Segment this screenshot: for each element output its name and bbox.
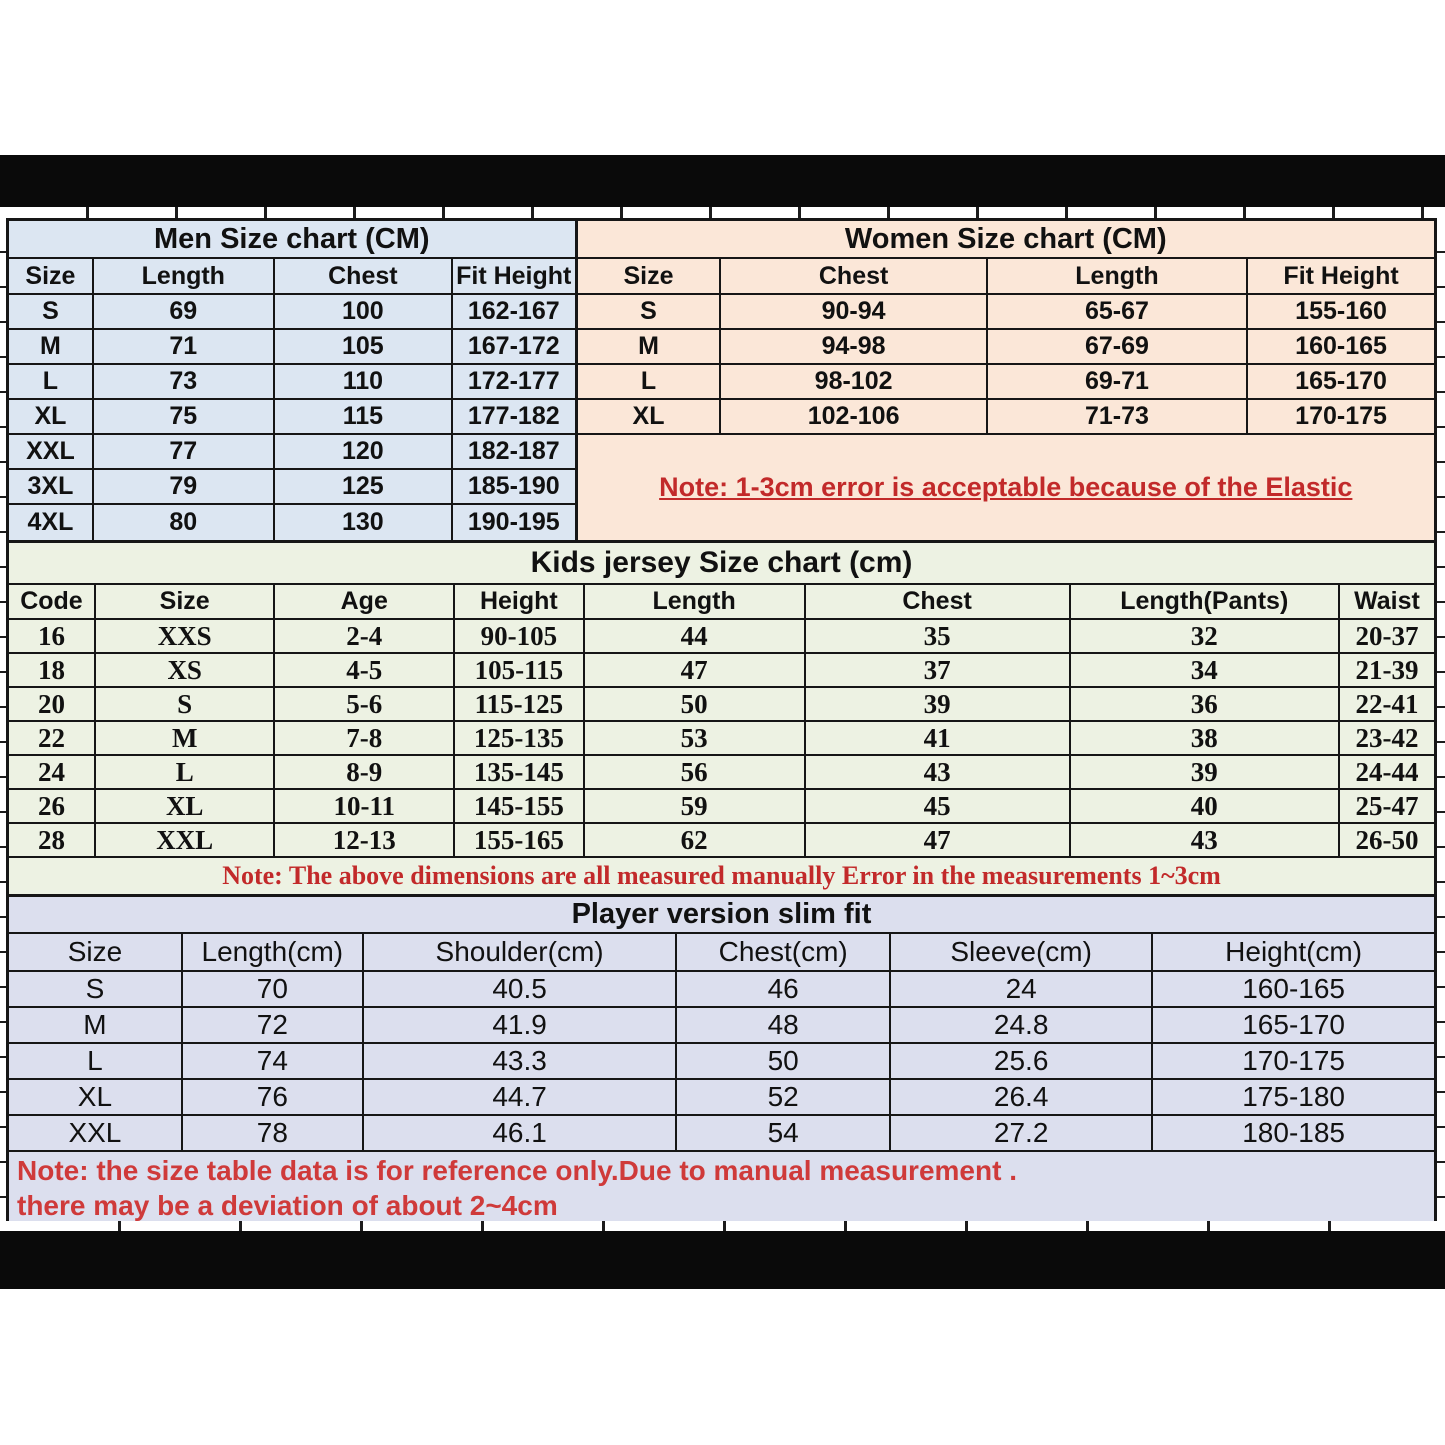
table-cell: 27.2 bbox=[891, 1116, 1153, 1150]
player-header-row bbox=[9, 934, 1434, 972]
player-chart-title: Player version slim fit bbox=[9, 897, 1434, 934]
table-row bbox=[9, 654, 1434, 688]
table-cell: 24.8 bbox=[891, 1008, 1153, 1042]
table-cell: 44.7 bbox=[364, 1080, 678, 1114]
player-table-body bbox=[9, 972, 1434, 1152]
table-cell: XS bbox=[96, 654, 276, 686]
header-cell: Age bbox=[275, 585, 455, 618]
table-cell: XXL bbox=[9, 1116, 183, 1150]
kids-size-chart bbox=[9, 543, 1434, 897]
table-row bbox=[9, 722, 1434, 756]
table-cell: 130 bbox=[275, 505, 453, 540]
women-table-body bbox=[578, 295, 1434, 435]
table-row bbox=[9, 365, 575, 400]
header-cell: Length bbox=[94, 259, 275, 293]
table-cell: 16 bbox=[9, 620, 96, 652]
spreadsheet-partial-row-top bbox=[0, 207, 1445, 218]
table-cell: 12-13 bbox=[275, 824, 455, 856]
table-cell: 25-47 bbox=[1355, 790, 1419, 821]
header-cell: Chest bbox=[806, 585, 1071, 618]
table-cell: 165-170 bbox=[1242, 1009, 1345, 1040]
table-row bbox=[9, 1044, 1434, 1080]
table-cell: 80 bbox=[94, 505, 275, 540]
table-cell: 41.9 bbox=[364, 1008, 678, 1042]
table-cell: 10-11 bbox=[275, 790, 455, 822]
header-cell: Waist bbox=[1354, 587, 1420, 615]
table-cell: 39 bbox=[1071, 756, 1340, 788]
table-cell: 34 bbox=[1071, 654, 1340, 686]
header-cell: Length bbox=[988, 259, 1248, 293]
table-cell: 125 bbox=[275, 470, 453, 503]
table-cell: 65-67 bbox=[988, 295, 1248, 328]
table-row bbox=[9, 1080, 1434, 1116]
header-cell: Length(cm) bbox=[183, 934, 364, 970]
table-row bbox=[9, 756, 1434, 790]
table-cell: 75 bbox=[94, 400, 275, 433]
table-cell: 125-135 bbox=[455, 722, 585, 754]
table-cell: 170-175 bbox=[1242, 1045, 1345, 1076]
table-cell: S bbox=[9, 295, 94, 328]
table-cell: 20 bbox=[9, 688, 96, 720]
kids-chart-title: Kids jersey Size chart (cm) bbox=[9, 543, 1434, 585]
header-cell: Code bbox=[9, 585, 96, 618]
table-cell: L bbox=[96, 756, 276, 788]
table-row bbox=[578, 295, 1434, 330]
spreadsheet-partial-column-right bbox=[1437, 218, 1445, 1221]
table-cell: 3XL bbox=[9, 470, 94, 503]
table-cell: 50 bbox=[677, 1044, 891, 1078]
table-cell: 8-9 bbox=[275, 756, 455, 788]
table-cell: 46.1 bbox=[364, 1116, 678, 1150]
table-cell: 46 bbox=[677, 972, 891, 1006]
table-cell: XXL bbox=[9, 435, 94, 468]
kids-header-row bbox=[9, 585, 1434, 620]
table-cell: 78 bbox=[183, 1116, 364, 1150]
table-cell: M bbox=[96, 722, 276, 754]
table-cell: 74 bbox=[183, 1044, 364, 1078]
table-cell: 32 bbox=[1071, 620, 1340, 652]
table-cell: 40.5 bbox=[364, 972, 678, 1006]
table-cell: 40 bbox=[1071, 790, 1340, 822]
table-cell: 155-160 bbox=[1295, 297, 1387, 325]
table-cell: 20-37 bbox=[1355, 620, 1419, 651]
header-cell: Chest bbox=[275, 259, 453, 293]
table-cell: 52 bbox=[677, 1080, 891, 1114]
table-cell: 115-125 bbox=[455, 688, 585, 720]
table-cell: 160-165 bbox=[1242, 973, 1345, 1004]
table-cell: 24 bbox=[891, 972, 1153, 1006]
table-cell: 155-165 bbox=[455, 824, 585, 856]
table-cell: 45 bbox=[806, 790, 1071, 822]
table-cell: 18 bbox=[9, 654, 96, 686]
table-cell: 69 bbox=[94, 295, 275, 328]
table-cell: M bbox=[9, 1008, 183, 1042]
table-row bbox=[9, 400, 575, 435]
table-row bbox=[9, 1008, 1434, 1044]
table-cell: 62 bbox=[585, 824, 806, 856]
table-row bbox=[9, 620, 1434, 654]
header-cell: Size bbox=[96, 585, 276, 618]
adult-size-charts bbox=[9, 221, 1434, 543]
table-cell: 79 bbox=[94, 470, 275, 503]
table-cell: 44 bbox=[585, 620, 806, 652]
table-cell: 71-73 bbox=[988, 400, 1248, 433]
header-cell: Fit Height bbox=[1283, 261, 1399, 290]
table-cell: M bbox=[9, 330, 94, 363]
table-cell: 73 bbox=[94, 365, 275, 398]
table-cell: 26.4 bbox=[891, 1080, 1153, 1114]
table-cell: XL bbox=[578, 400, 722, 433]
table-cell: 26 bbox=[9, 790, 96, 822]
table-cell: 59 bbox=[585, 790, 806, 822]
table-row bbox=[9, 1116, 1434, 1152]
spreadsheet-partial-row-bottom bbox=[0, 1221, 1445, 1231]
table-cell: 172-177 bbox=[467, 367, 560, 395]
reference-only-note bbox=[9, 1152, 1434, 1224]
header-cell: Height bbox=[455, 585, 585, 618]
reference-only-note-line2: there may be a deviation of about 2~4cm bbox=[17, 1190, 558, 1221]
table-cell: S bbox=[9, 972, 183, 1006]
table-cell: 48 bbox=[677, 1008, 891, 1042]
header-cell: Sleeve(cm) bbox=[891, 934, 1153, 970]
table-cell: 4-5 bbox=[275, 654, 455, 686]
header-cell: Fit Height bbox=[456, 261, 572, 290]
table-row bbox=[9, 972, 1434, 1008]
table-cell: XL bbox=[96, 790, 276, 822]
table-cell: 76 bbox=[183, 1080, 364, 1114]
table-cell: 190-195 bbox=[467, 508, 560, 536]
table-cell: 185-190 bbox=[467, 472, 560, 500]
kids-table-body bbox=[9, 620, 1434, 858]
table-cell: 43 bbox=[806, 756, 1071, 788]
table-cell: 56 bbox=[585, 756, 806, 788]
table-row bbox=[578, 400, 1434, 435]
table-cell: 22 bbox=[9, 722, 96, 754]
table-cell: 145-155 bbox=[455, 790, 585, 822]
player-version-chart bbox=[9, 897, 1434, 1152]
table-cell: 162-167 bbox=[467, 297, 560, 325]
table-cell: 110 bbox=[275, 365, 453, 398]
table-cell: 175-180 bbox=[1242, 1081, 1345, 1112]
table-cell: 180-185 bbox=[1242, 1117, 1345, 1148]
table-cell: 77 bbox=[94, 435, 275, 468]
table-cell: 165-170 bbox=[1295, 367, 1387, 395]
table-cell: 37 bbox=[806, 654, 1071, 686]
table-cell: L bbox=[9, 365, 94, 398]
header-cell: Size bbox=[9, 259, 94, 293]
table-cell: S bbox=[578, 295, 722, 328]
men-table-body bbox=[9, 295, 575, 540]
table-row bbox=[9, 435, 575, 470]
reference-only-note-line1: Note: the size table data is for reference only.Due to manual measurement . bbox=[17, 1155, 1017, 1186]
table-cell: 50 bbox=[585, 688, 806, 720]
table-row bbox=[9, 505, 575, 540]
header-cell: Length(Pants) bbox=[1071, 585, 1340, 618]
table-cell: 135-145 bbox=[455, 756, 585, 788]
table-cell: XL bbox=[9, 400, 94, 433]
men-size-chart bbox=[9, 221, 578, 540]
table-cell: 160-165 bbox=[1295, 332, 1387, 360]
men-header-row bbox=[9, 259, 575, 295]
table-row bbox=[578, 330, 1434, 365]
table-cell: 2-4 bbox=[275, 620, 455, 652]
table-row bbox=[578, 365, 1434, 400]
table-cell: 177-182 bbox=[467, 402, 560, 430]
table-cell: M bbox=[578, 330, 722, 363]
table-row bbox=[9, 295, 575, 330]
header-cell: Length bbox=[585, 585, 806, 618]
table-cell: 47 bbox=[585, 654, 806, 686]
women-header-row bbox=[578, 259, 1434, 295]
table-row bbox=[9, 688, 1434, 722]
table-cell: 5-6 bbox=[275, 688, 455, 720]
table-cell: 7-8 bbox=[275, 722, 455, 754]
table-cell: 90-105 bbox=[455, 620, 585, 652]
table-cell: L bbox=[9, 1044, 183, 1078]
bottom-black-bar bbox=[0, 1231, 1445, 1289]
table-cell: 105-115 bbox=[455, 654, 585, 686]
table-cell: XXS bbox=[96, 620, 276, 652]
table-cell: 71 bbox=[94, 330, 275, 363]
table-cell: 170-175 bbox=[1295, 402, 1387, 430]
table-cell: 72 bbox=[183, 1008, 364, 1042]
table-cell: 90-94 bbox=[721, 295, 987, 328]
table-cell: 28 bbox=[9, 824, 96, 856]
women-size-chart bbox=[578, 221, 1434, 540]
table-cell: 69-71 bbox=[988, 365, 1248, 398]
table-cell: 115 bbox=[275, 400, 453, 433]
table-row bbox=[9, 470, 575, 505]
size-chart-sheet bbox=[6, 218, 1437, 1227]
table-row bbox=[9, 330, 575, 365]
table-cell: 39 bbox=[806, 688, 1071, 720]
table-cell: 67-69 bbox=[988, 330, 1248, 363]
table-cell: 53 bbox=[585, 722, 806, 754]
table-cell: 41 bbox=[806, 722, 1071, 754]
header-cell: Height(cm) bbox=[1225, 936, 1363, 967]
table-cell: XXL bbox=[96, 824, 276, 856]
table-cell: 54 bbox=[677, 1116, 891, 1150]
table-cell: 26-50 bbox=[1355, 824, 1419, 855]
table-row bbox=[9, 790, 1434, 824]
table-cell: 22-41 bbox=[1355, 688, 1419, 719]
table-cell: 36 bbox=[1071, 688, 1340, 720]
table-cell: 35 bbox=[806, 620, 1071, 652]
table-row bbox=[9, 824, 1434, 858]
table-cell: 98-102 bbox=[721, 365, 987, 398]
table-cell: 182-187 bbox=[467, 437, 560, 465]
kids-measurement-note: Note: The above dimensions are all measured manually Error in the measurements 1~3cm bbox=[222, 861, 1221, 890]
women-elastic-note-text: Note: 1-3cm error is acceptable because of the Elastic bbox=[659, 472, 1353, 502]
table-cell: 38 bbox=[1071, 722, 1340, 754]
table-cell: 24-44 bbox=[1355, 756, 1419, 787]
table-cell: 24 bbox=[9, 756, 96, 788]
table-cell: S bbox=[96, 688, 276, 720]
table-cell: 23-42 bbox=[1355, 722, 1419, 753]
table-cell: 70 bbox=[183, 972, 364, 1006]
table-cell: 120 bbox=[275, 435, 453, 468]
men-chart-title: Men Size chart (CM) bbox=[9, 221, 575, 259]
header-cell: Shoulder(cm) bbox=[364, 934, 678, 970]
table-cell: 102-106 bbox=[721, 400, 987, 433]
table-cell: 167-172 bbox=[467, 332, 560, 360]
table-cell: XL bbox=[9, 1080, 183, 1114]
table-cell: 25.6 bbox=[891, 1044, 1153, 1078]
header-cell: Chest(cm) bbox=[677, 934, 891, 970]
table-cell: 21-39 bbox=[1355, 654, 1419, 685]
table-cell: 100 bbox=[275, 295, 453, 328]
women-elastic-note bbox=[578, 435, 1434, 540]
top-black-bar bbox=[0, 155, 1445, 207]
table-cell: 43.3 bbox=[364, 1044, 678, 1078]
table-cell: 4XL bbox=[9, 505, 94, 540]
table-cell: 47 bbox=[806, 824, 1071, 856]
header-cell: Size bbox=[9, 934, 183, 970]
women-chart-title: Women Size chart (CM) bbox=[578, 221, 1434, 259]
header-cell: Size bbox=[578, 259, 722, 293]
header-cell: Chest bbox=[721, 259, 987, 293]
table-cell: L bbox=[578, 365, 722, 398]
table-cell: 94-98 bbox=[721, 330, 987, 363]
table-cell: 43 bbox=[1071, 824, 1340, 856]
table-cell: 105 bbox=[275, 330, 453, 363]
